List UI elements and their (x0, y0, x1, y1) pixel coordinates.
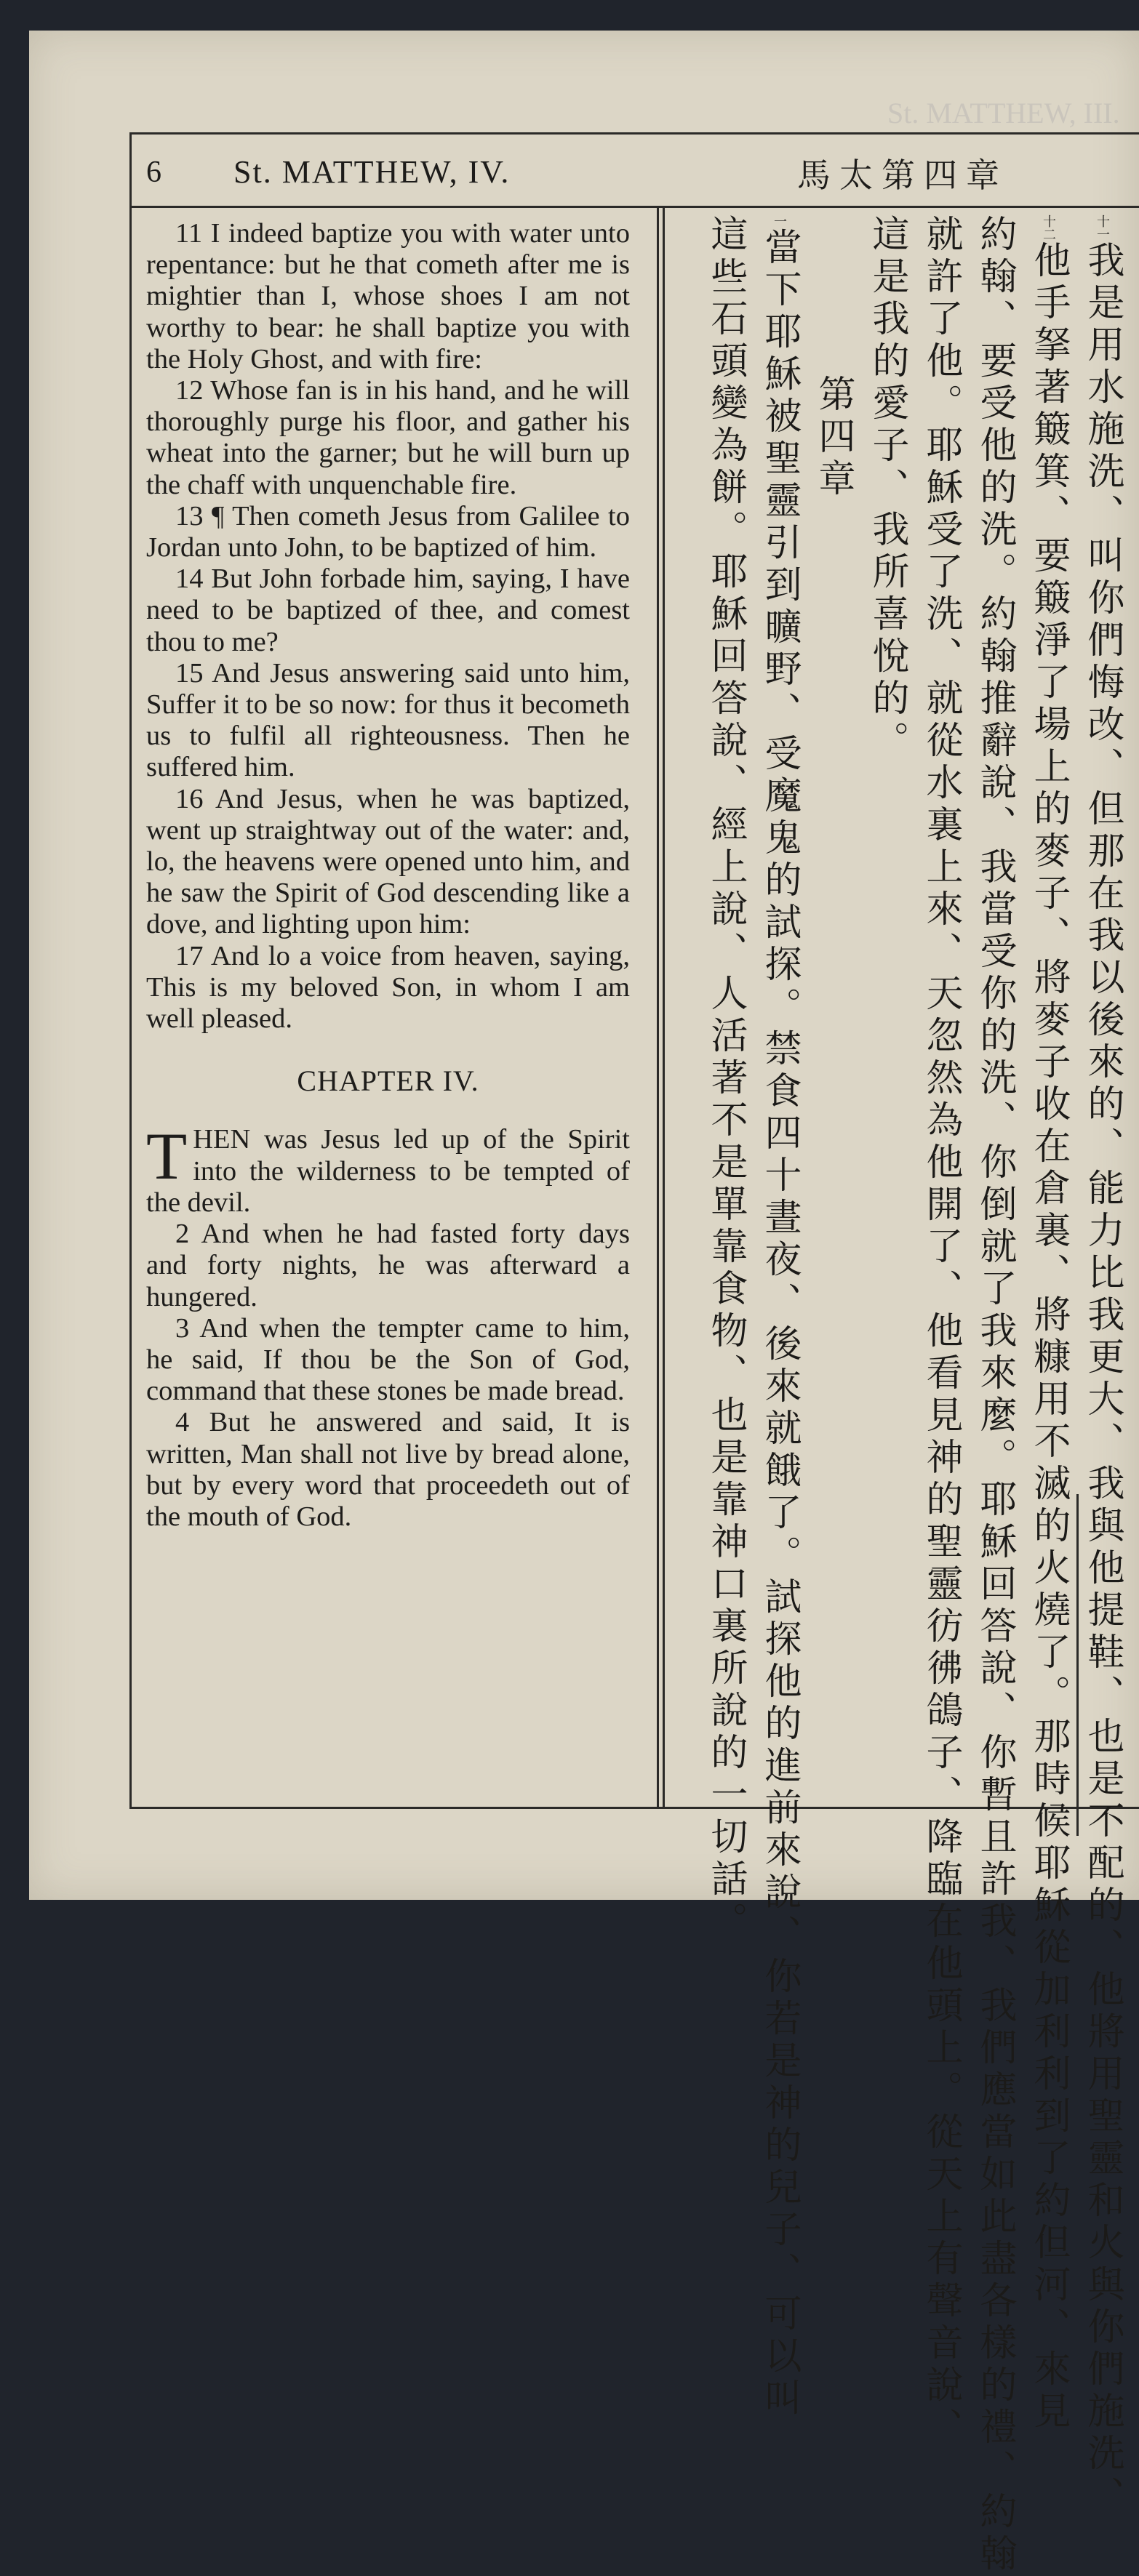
chinese-column (916, 214, 962, 2449)
bleed-through-text: St. MATTHEW, III. (887, 97, 1120, 129)
chapter-opening-text: HEN was Jesus led up of the Spirit into the wilderness to be tempted of the devil. (146, 1124, 630, 1218)
chinese-column-text: 這些石頭變為餅。耶穌回答說、經上說、人活著不是單靠食物、也是靠神口裏所說的一切話。 (704, 214, 747, 1943)
chinese-column-text: 他手拏著簸箕、要簸淨了場上的麥子、將麥子收在倉裏、將糠用不滅的火燒了。那時候耶穌從加利利到了約但河、來見 (1027, 241, 1070, 2433)
column-divider-inner (663, 206, 665, 1807)
chinese-column-text: 約翰、要受他的洗。約翰推辭說、我當受你的洗、你倒就了我來麼。耶穌回答說、你暫且許我、我們應當如此盡各樣的禮、約翰 (973, 214, 1016, 2576)
chinese-column-text: 第四章 (812, 374, 855, 501)
chinese-column (1077, 214, 1124, 2518)
verse-paragraph: 3 And when the tempter came to him, he said, If thou be the Son of God, command that these stones be made bread. (146, 1312, 630, 1407)
chinese-running-title: 馬太第四章 (797, 156, 1008, 195)
verse-paragraph: 16 And Jesus, when he was baptized, went up straightway out of the water: and, lo, the heavens were opened unto him, and he saw the Spirit of God descending like a dove, and lighting upon him: (146, 783, 630, 940)
running-title: St. MATTHEW, IV. (233, 154, 511, 190)
verse-paragraph: 17 And lo a voice from heaven, saying, This is my beloved Son, in whom I am well pleased. (146, 940, 630, 1035)
verse-paragraph: 12 Whose fan is in his hand, and he will thoroughly purge his floor, and gather his wheat into the garner; but he will burn up the chaff with unquenchable fire. (146, 375, 630, 500)
verse-number: 一 (772, 214, 787, 228)
chinese-column (862, 214, 906, 763)
verse-paragraph: 4 But he answered and said, It is written, Man shall not live by bread alone, but by every word that proceedeth out of the mouth of God. (146, 1407, 630, 1532)
verse-number: 十一 (1095, 214, 1110, 241)
page-frame (129, 132, 1139, 2576)
scanned-page (29, 31, 1139, 2576)
verse-paragraph: 13 ¶ Then cometh Jesus from Galilee to Jordan unto John, to be baptized of him. (146, 500, 630, 563)
chapter-opening-paragraph (146, 1119, 630, 1219)
chapter-heading: CHAPTER IV. (297, 1064, 479, 1098)
chinese-column (970, 214, 1016, 2576)
page-header (132, 135, 1139, 208)
chinese-column-text: 我是用水施洗、叫你們悔改、但那在我以後來的、能力比我更大、我與他提鞋、也是不配的、他將用聖靈和火與你們施洗、 (1081, 241, 1124, 2518)
drop-cap: T (146, 1119, 188, 1194)
english-text-column (146, 218, 630, 1533)
verse-number: 十二 (1041, 214, 1056, 241)
verse-paragraph: 15 And Jesus answering said unto him, Suffer it to be so now: for thus it becometh us to fulfil all righteousness. Then he suffered him. (146, 657, 630, 783)
chinese-chapter-heading (808, 374, 855, 501)
chinese-column (1023, 214, 1070, 2433)
page-number: 6 (146, 156, 161, 189)
column-divider (657, 206, 659, 1807)
verse-paragraph: 11 I indeed baptize you with water unto repentance: but he that cometh after me is mightier than I, whose shoes I am not worthy to bear: he shall baptize you with the Holy Ghost, and with fire: (146, 218, 630, 374)
proper-noun-rule (1076, 1494, 1079, 1836)
verse-paragraph: 14 But John forbade him, saying, I have need to be baptized of thee, and comest thou to me? (146, 563, 630, 657)
chinese-column (700, 214, 747, 1943)
chinese-column-text: 這是我的愛子、我所喜悅的。 (866, 214, 908, 763)
chinese-column-text: 當下耶穌被聖靈引到曠野、受魔鬼的試探。禁食四十晝夜、後來就餓了。試探他的進前來說、你若是神的兒子、可以叫 (758, 228, 801, 2420)
chinese-column-text: 就許了他。耶穌受了洗、就從水裏上來、天忽然為他開了、他看見神的聖靈彷彿鴿子、降臨在他頭上。從天上有聲音說、 (919, 214, 962, 2449)
chinese-column (754, 214, 801, 2420)
chinese-text-column (670, 214, 1124, 2576)
verse-paragraph: 2 And when he had fasted forty days and forty nights, he was afterward a hungered. (146, 1219, 630, 1312)
